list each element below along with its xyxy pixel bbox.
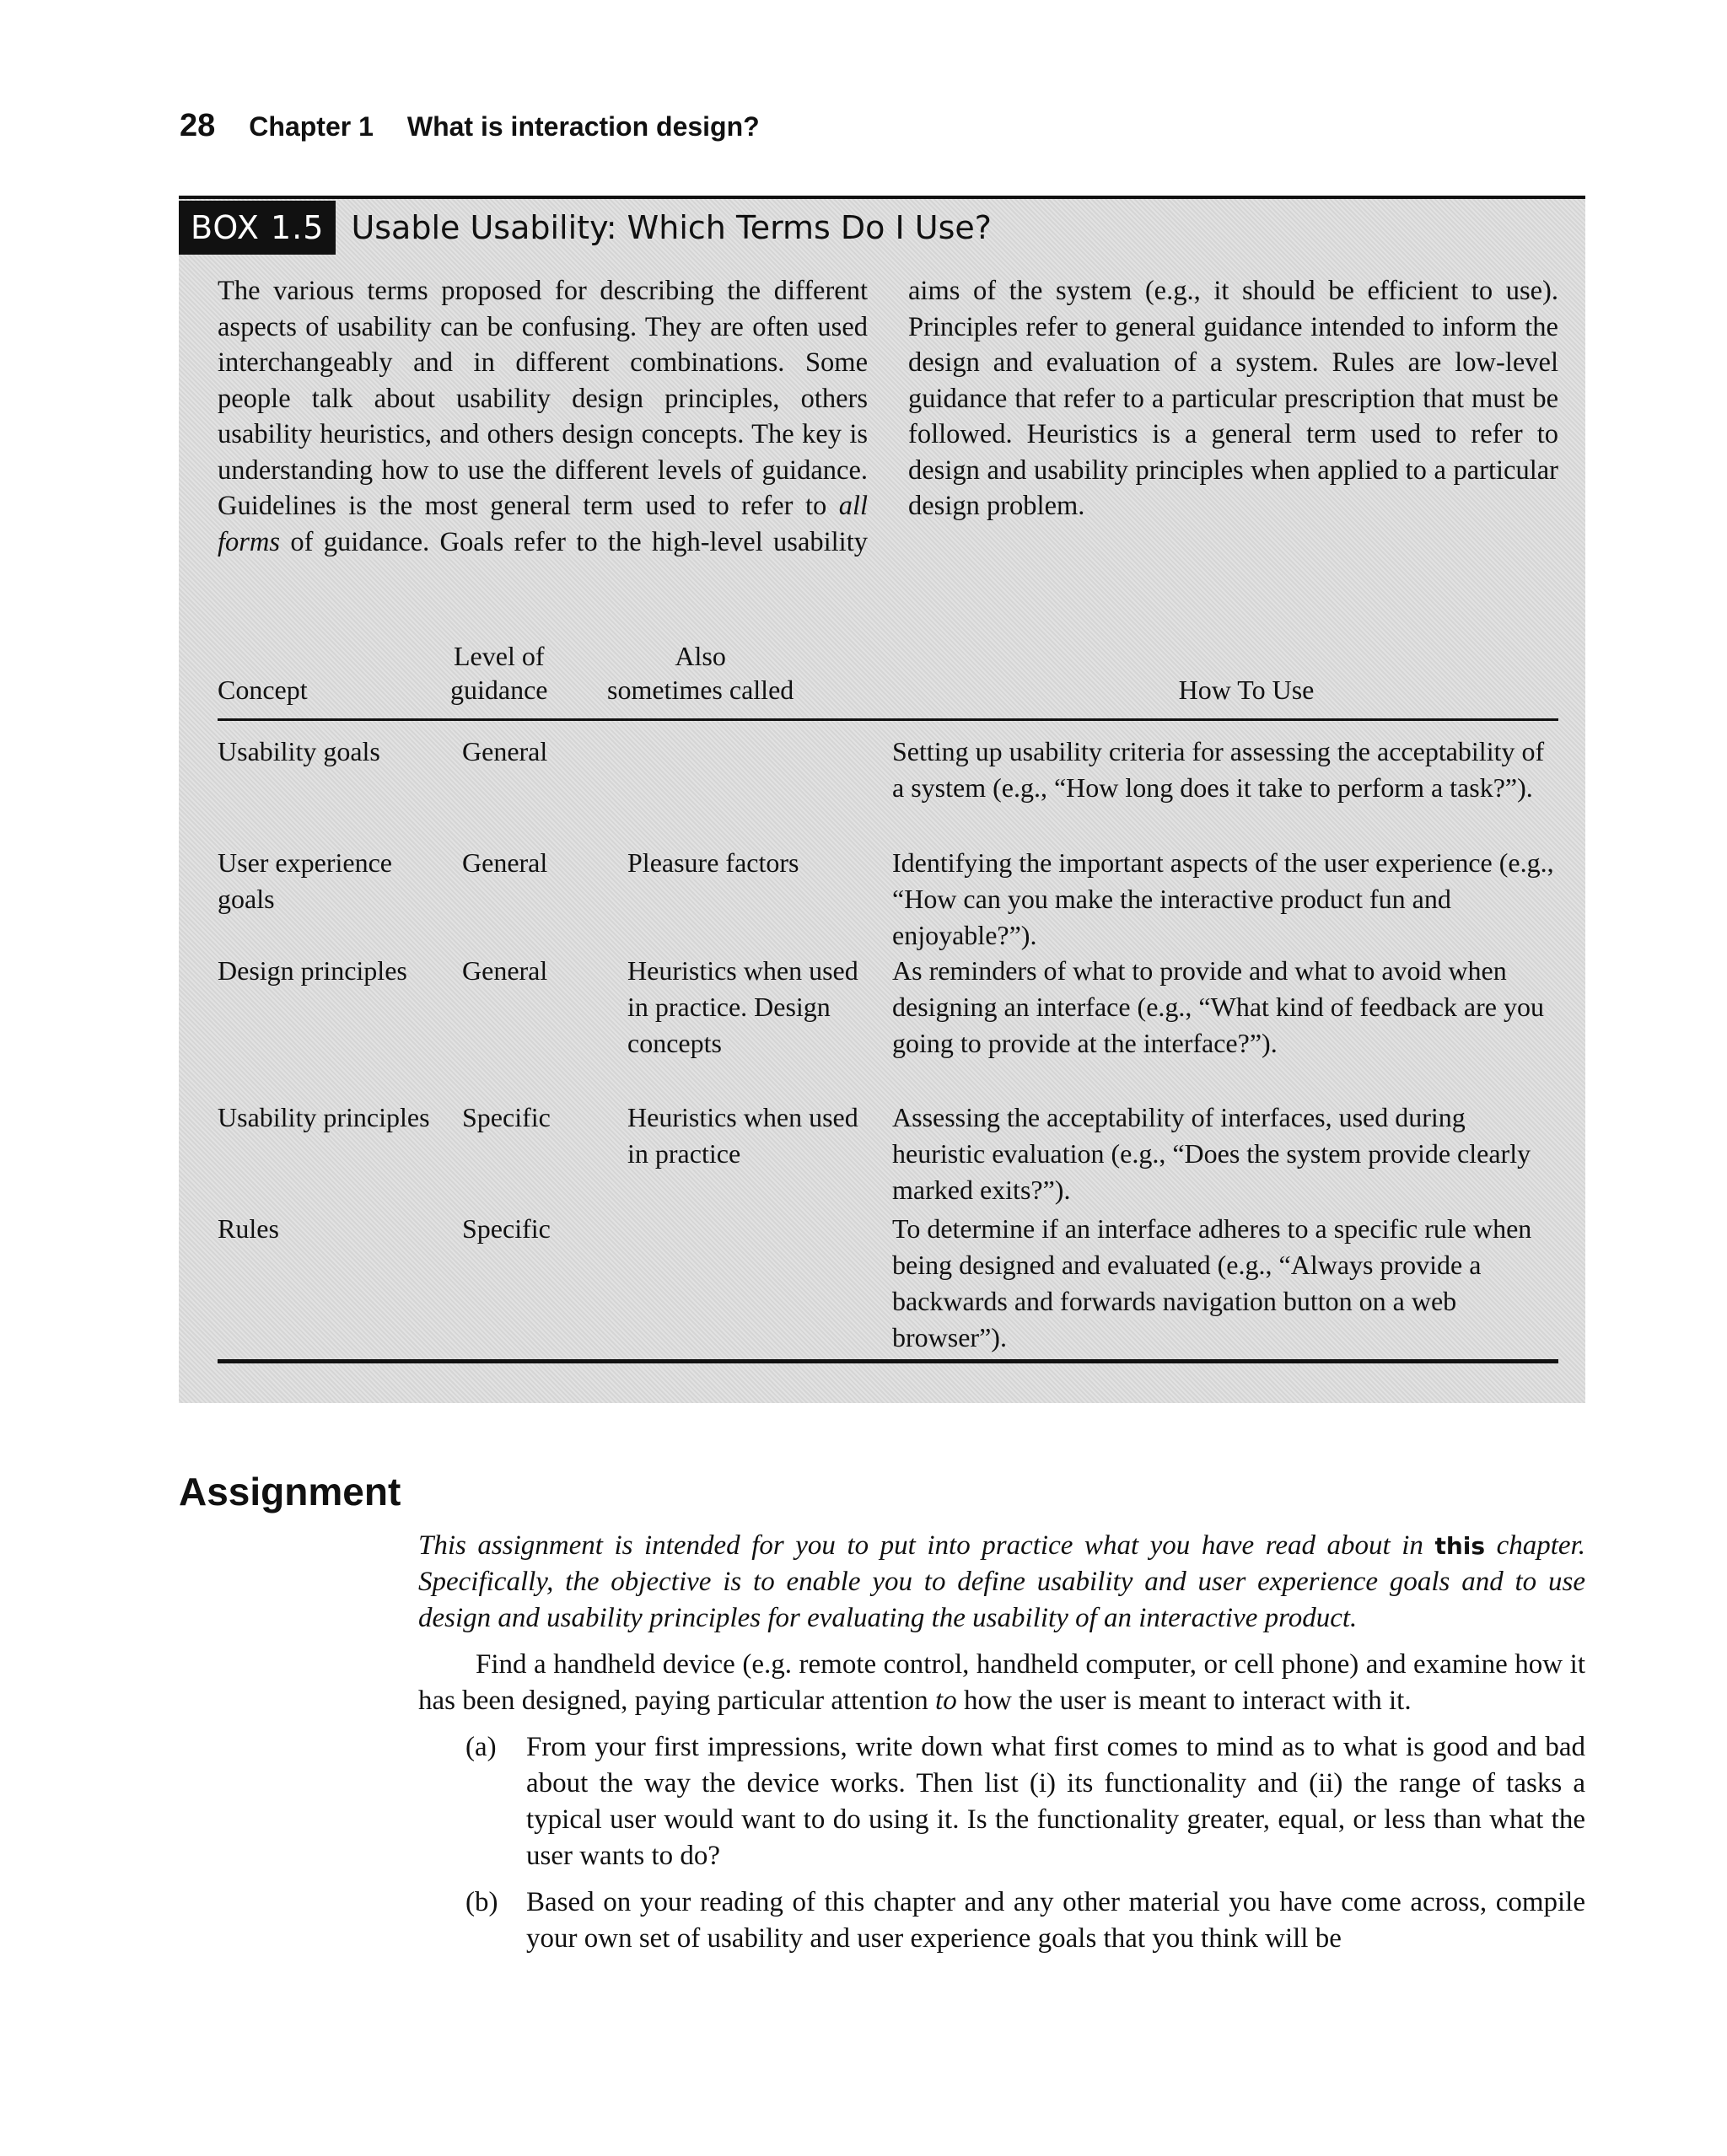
box-intro-text — [218, 273, 1558, 560]
cell-level: Specific — [462, 1102, 551, 1132]
table-header-level-line2: guidance — [450, 675, 548, 705]
assignment-item-b — [418, 1884, 1585, 1957]
table-header-also-line1: Also — [675, 641, 726, 671]
cell-how: To determine if an interface adheres to a specific rule when being designed and evaluated (e.g., “Always provide a backwards and forwards navigation button on a web browser”). — [892, 1213, 1532, 1352]
box-label: BOX 1.5 — [179, 201, 336, 255]
box-header — [179, 204, 992, 251]
item-marker: (a) — [465, 1732, 497, 1762]
cell-also: Heuristics when used in practice — [627, 1102, 858, 1169]
assignment-intro-part-1: This assignment is intended for you to put into practice what you have read about in — [418, 1530, 1435, 1561]
assignment-intro — [418, 1528, 1585, 1637]
cell-how: Identifying the important aspects of the user experience (e.g., “How can you make the interactive product fun and enjoyable?”). — [892, 847, 1554, 950]
assignment-body — [418, 1647, 1585, 1719]
cell-level: General — [462, 847, 548, 878]
cell-concept: Rules — [218, 1213, 279, 1244]
assignment-body-emphasis: to — [935, 1686, 957, 1716]
assignment-item-a — [418, 1729, 1585, 1874]
table-header — [218, 634, 1558, 707]
cell-level: General — [462, 955, 548, 986]
cell-concept: Design principles — [218, 955, 407, 986]
cell-also: Pleasure factors — [627, 847, 799, 878]
item-text: From your first impressions, write down what first comes to mind as to what is good and bad about the way the device works. Then list (i) its functionality and (ii) the range of tasks a typical user would want to do using it. Is the functionality greater, equal, or less than what the user wants to do? — [526, 1732, 1585, 1871]
item-text: Based on your reading of this chapter and any other material you have come across, compile your own set of usability and user experience goals that you think will be — [526, 1887, 1585, 1954]
table-header-also — [607, 639, 794, 707]
section-heading-assignment: Assignment — [179, 1470, 401, 1514]
box-title: Usable Usability: Which Terms Do I Use? — [351, 209, 992, 246]
cell-concept: Usability principles — [218, 1102, 430, 1132]
chapter-title: What is interaction design? — [406, 111, 760, 142]
box-usable-usability — [179, 196, 1585, 1403]
assignment-body-part-2: how the user is meant to interact with it. — [956, 1686, 1412, 1716]
cell-level: Specific — [462, 1213, 551, 1244]
cell-also: Heuristics when used in practice. Design concepts — [627, 955, 858, 1058]
assignment-intro-this: this — [1434, 1532, 1486, 1560]
table-header-how: How To Use — [1178, 675, 1315, 705]
cell-concept: User experience goals — [218, 847, 392, 914]
box-intro-emphasis: all forms — [218, 491, 868, 557]
assignment-intro-part-2: chapter. Specifically, the objective is to enable you to define usability and user experience goals and to use design and usability principles for evaluating the usability of an interactive product. — [418, 1530, 1585, 1633]
assignment-body-part-1: Find a handheld device (e.g. remote control, handheld computer, or cell phone) and examine how it has been designed, paying particular attention — [418, 1649, 1585, 1716]
cell-how: Assessing the acceptability of interfaces, used during heuristic evaluation (e.g., “Does the system provide clearly marked exits?”). — [892, 1102, 1531, 1205]
chapter-label: Chapter 1 — [249, 111, 374, 142]
item-marker: (b) — [465, 1887, 498, 1917]
assignment-content — [418, 1528, 1585, 1967]
cell-level: General — [462, 736, 548, 766]
table-header-also-line2: sometimes called — [607, 675, 794, 705]
cell-concept: Usability goals — [218, 736, 380, 766]
table-header-level — [450, 639, 548, 707]
table-header-concept: Concept — [218, 675, 308, 705]
cell-how: Setting up usability criteria for assessing the acceptability of a system (e.g., “How long does it take to perform a task?”). — [892, 736, 1545, 803]
page-header — [180, 108, 760, 144]
box-intro-part-2: of guidance. Goals refer to the high-level usability aims of the system (e.g., it should be efficient to use). Principles refer to general guidance intended to inform the design and evaluation of a system. Rules are low-level guidance that refer to a particular prescription that must be followed. Heuristics is a general term used to refer to design and usability principles when applied to a particular design problem. — [280, 276, 1558, 557]
cell-how: As reminders of what to provide and what to avoid when designing an interface (e.g., “What kind of feedback are you going to provide at the interface?”). — [892, 955, 1544, 1058]
box-bottom-rule — [218, 1359, 1558, 1363]
page-number: 28 — [180, 108, 216, 143]
box-top-rule — [179, 196, 1585, 199]
box-intro-part-1: The various terms proposed for describing the different aspects of usability can be confusing. They are often used interchangeably and in different combinations. Some people talk about usability design principles, others usability heuristics, and others design concepts. The key is understanding how to use the different levels of guidance. Guidelines is the most general term used to refer to — [218, 276, 868, 521]
table-header-level-line1: Level of — [454, 641, 545, 671]
table-header-rule — [218, 718, 1558, 721]
